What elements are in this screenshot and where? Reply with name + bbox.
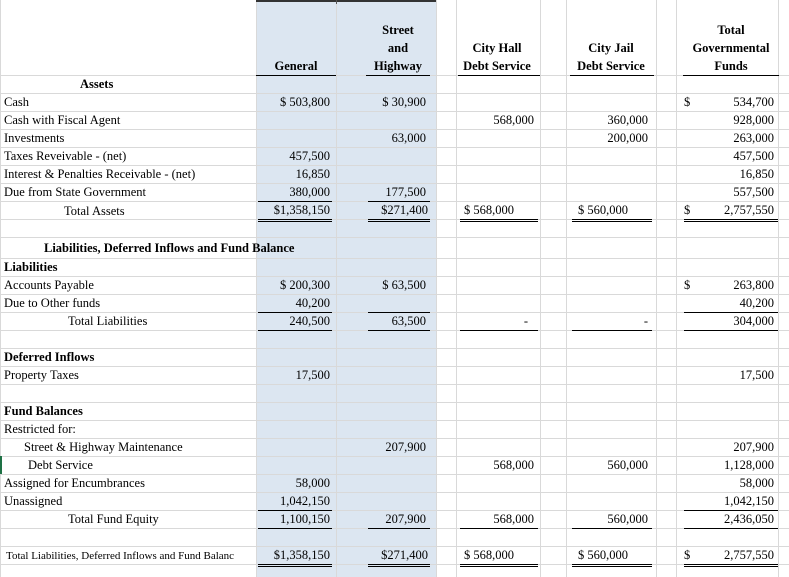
label-accounts-payable: Accounts Payable [4,278,94,292]
total-liab-city-jail: - [643,314,648,328]
total-liab-city-hall: - [523,314,528,328]
header-general: General [274,59,318,73]
due-state-street: 177,500 [385,185,426,199]
ap-total-symbol: $ [684,278,691,292]
street-maint-total: 207,900 [733,440,774,454]
total-assets-city-jail: $ 560,000 [578,203,628,217]
total-liab-general: 240,500 [289,314,330,328]
label-debt-service: Debt Service [28,458,93,472]
label-cash: Cash [4,95,29,109]
header-total: Total Governmental Funds [692,23,770,73]
interest-general: 16,850 [295,167,330,181]
total-assets-total-symbol: $ [684,203,691,217]
property-taxes-total: 17,500 [739,368,774,382]
street-maint-street: 207,900 [385,440,426,454]
grand-total-street: $271,400 [381,548,428,562]
debt-service-city-jail: 560,000 [607,458,648,472]
label-total-fund-equity: Total Fund Equity [68,512,159,526]
cash-general: $ 503,800 [280,95,330,109]
label-total-assets: Total Assets [64,204,125,218]
unassigned-total: 1,042,150 [724,494,774,508]
label-total-liabilities: Total Liabilities [68,314,148,328]
fiscal-city-jail: 360,000 [607,113,648,127]
label-assigned-encumbrances: Assigned for Encumbrances [4,476,145,490]
tfe-city-jail: 560,000 [607,512,648,526]
total-assets-city-hall: $ 568,000 [464,203,514,217]
fiscal-total: 928,000 [733,113,774,127]
unassigned-general: 1,042,150 [280,494,330,508]
taxes-total: 457,500 [733,149,774,163]
encumbrances-total: 58,000 [739,476,774,490]
grand-total-city-hall: $ 568,000 [464,548,514,562]
encumbrances-general: 58,000 [295,476,330,490]
label-taxes-receivable: Taxes Reveivable - (net) [4,149,127,163]
label-street-highway-maintenance: Street & Highway Maintenance [24,440,183,454]
property-taxes-general: 17,500 [295,368,330,382]
investments-city-jail: 200,000 [607,131,648,145]
header-city-hall: City Hall Debt Service [463,41,531,73]
label-property-taxes: Property Taxes [4,368,79,382]
deferred-inflows-heading: Deferred Inflows [4,350,95,364]
ap-street: $ 63,500 [382,278,426,292]
total-liab-street: 63,500 [391,314,426,328]
label-investments: Investments [4,131,65,145]
due-state-total: 557,500 [733,185,774,199]
label-unassigned: Unassigned [4,494,63,508]
assets-heading: Assets [80,77,114,91]
total-assets-total: 2,757,550 [724,203,774,217]
label-due-to-other-funds: Due to Other funds [4,296,101,310]
tfe-city-hall: 568,000 [493,512,534,526]
due-other-total: 40,200 [739,296,774,310]
grand-total-total: 2,757,550 [724,548,774,562]
investments-total: 263,000 [733,131,774,145]
label-interest-penalties: Interest & Penalties Receivable - (net) [4,167,196,181]
fiscal-city-hall: 568,000 [493,113,534,127]
restricted-for-heading: Restricted for: [4,422,76,436]
cell-cursor-marker [0,456,2,474]
due-other-general: 40,200 [295,296,330,310]
investments-street: 63,000 [391,131,426,145]
debt-service-city-hall: 568,000 [493,458,534,472]
header-street: Street and Highway [374,23,422,73]
ap-total: 263,800 [733,278,774,292]
tfe-total: 2,436,050 [724,512,774,526]
due-state-general: 380,000 [289,185,330,199]
taxes-general: 457,500 [289,149,330,163]
cash-total: 534,700 [733,95,774,109]
liabilities-heading: Liabilities [4,260,58,274]
label-due-from-state: Due from State Government [4,185,146,199]
grand-total-city-jail: $ 560,000 [578,548,628,562]
cash-street: $ 30,900 [382,95,426,109]
total-assets-street: $271,400 [381,203,428,217]
grand-total-total-symbol: $ [684,548,691,562]
label-grand-total: Total Liabilities, Deferred Inflows and Fund Balanc [6,550,235,562]
header-city-jail: City Jail Debt Service [577,41,645,73]
grand-total-general: $1,358,150 [273,548,330,562]
fund-balances-heading: Fund Balances [4,404,83,418]
debt-service-total: 1,128,000 [724,458,774,472]
tfe-street: 207,900 [385,512,426,526]
interest-total: 16,850 [739,167,774,181]
cash-total-symbol: $ [684,95,691,109]
total-liab-total: 304,000 [733,314,774,328]
total-assets-general: $1,358,150 [273,203,330,217]
header-top-border [256,0,436,2]
ap-general: $ 200,300 [280,278,330,292]
label-cash-fiscal-agent: Cash with Fiscal Agent [4,113,121,127]
liabilities-deferred-fund-balance-heading: Liabilities, Deferred Inflows and Fund Balance [44,241,295,255]
tfe-general: 1,100,150 [280,512,330,526]
